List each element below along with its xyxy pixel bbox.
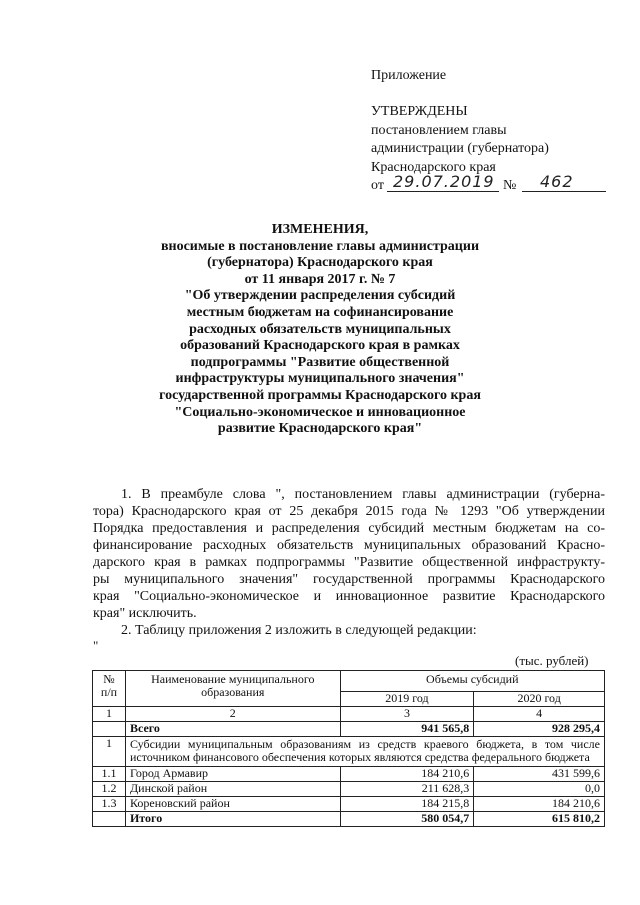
paragraph-line: финансирование расходных обязательств муниципальных образований Красно- (93, 538, 605, 553)
row-2019: 184 210,6 (340, 767, 474, 782)
table-row (93, 782, 605, 797)
index-cell: 4 (474, 707, 605, 722)
paragraph-line: ры муниципального значения" государственной программы Краснодарского (93, 572, 605, 587)
approved-label: УТВЕРЖДЕНЫ (371, 104, 468, 119)
section-num: 1 (93, 737, 126, 767)
title-line: государственной программы Краснодарского края (159, 387, 481, 403)
row-name: Динской район (125, 782, 340, 797)
title-line: (губернатора) Краснодарского края (207, 255, 433, 271)
row-2020: 0,0 (474, 782, 605, 797)
number-label: № (503, 178, 517, 193)
header-year-2019: 2019 год (340, 692, 474, 707)
paragraph-2: 2. Таблицу приложения 2 изложить в следующей редакции: (121, 623, 477, 638)
paragraph-line: края" исключить. (93, 606, 197, 621)
row-2019: 211 628,3 (340, 782, 474, 797)
header-year-2020: 2020 год (474, 692, 605, 707)
title-line: инфраструктуры муниципального значения" (175, 371, 465, 387)
handwritten-date: 29.07.2019 (393, 172, 495, 191)
header-num: № п/п (93, 671, 126, 707)
paragraph-line: Порядка предоставления и распределения субсидий местным бюджетам на со- (93, 521, 605, 536)
total-label: Всего (125, 722, 340, 737)
paragraph-line: дарского края в рамках подпрограммы "Развитие общественной инфраструкту- (93, 555, 605, 570)
title-line: подпрограммы "Развитие общественной (190, 354, 450, 370)
title-line: от 11 января 2017 г. № 7 (244, 271, 396, 287)
row-2020: 184 210,6 (474, 797, 605, 812)
title-line: развитие Краснодарского края" (217, 421, 423, 437)
opening-quote: " (93, 638, 99, 653)
index-cell: 3 (340, 707, 474, 722)
approval-line-3: Краснодарского края (371, 160, 496, 175)
total-row (93, 722, 605, 737)
subtotal-2019: 580 054,7 (340, 812, 474, 827)
approval-line-2: администрации (губернатора) (371, 141, 549, 156)
index-row (93, 707, 605, 722)
header-volume: Объемы субсидий (340, 671, 604, 692)
section-text: Субсидии муниципальным образованиям из средств краевого бюджета, в том числе источником финансового обеспечения которых являются средства федерального бюджета (125, 737, 604, 767)
approval-line-1: постановлением главы (371, 123, 507, 138)
table-header-row (93, 671, 605, 692)
paragraph-line: 1. В преамбуле слова ", постановлением главы администрации (губерна- (121, 487, 605, 502)
title-line: местным бюджетам на софинансирование (186, 304, 454, 320)
total-2020: 928 295,4 (474, 722, 605, 737)
title-line: образований Краснодарского края в рамках (180, 338, 460, 354)
title-line: вносимые в постановление главы администрации (160, 238, 480, 254)
row-2019: 184 215,8 (340, 797, 474, 812)
handwritten-number: 462 (540, 172, 574, 191)
number-underline (522, 191, 606, 192)
paragraph-1 (93, 486, 605, 639)
header-name: Наименование муниципального образования (125, 671, 340, 707)
subsidy-table (92, 670, 605, 827)
index-cell: 1 (93, 707, 126, 722)
table-row (93, 767, 605, 782)
date-underline (387, 191, 499, 192)
appendix-label: Приложение (371, 68, 447, 83)
title-heading: ИЗМЕНЕНИЯ, (271, 222, 369, 237)
title-line: расходных обязательств муниципальных (189, 321, 451, 337)
subtotal-label: Итого (125, 812, 340, 827)
paragraph-line: края "Социально-экономическое и инновационное развитие Краснодарского (93, 589, 605, 604)
row-num: 1.1 (93, 767, 126, 782)
row-name: Кореновский район (125, 797, 340, 812)
total-2019: 941 565,8 (340, 722, 474, 737)
document-title (120, 222, 520, 438)
row-2020: 431 599,6 (474, 767, 605, 782)
title-line: "Об утверждении распределения субсидий (184, 288, 456, 304)
paragraph-line: тора) Краснодарского края от 25 декабря 2015 года № 1293 "Об утверждении (93, 504, 605, 519)
title-line: "Социально-экономическое и инновационное (174, 404, 466, 420)
section-row (93, 737, 605, 767)
subtotal-2020: 615 810,2 (474, 812, 605, 827)
table-row (93, 797, 605, 812)
row-num: 1.3 (93, 797, 126, 812)
row-name: Город Армавир (125, 767, 340, 782)
from-label: от (371, 178, 384, 193)
row-num: 1.2 (93, 782, 126, 797)
index-cell: 2 (125, 707, 340, 722)
subtotal-row (93, 812, 605, 827)
units-label: (тыс. рублей) (515, 653, 589, 668)
